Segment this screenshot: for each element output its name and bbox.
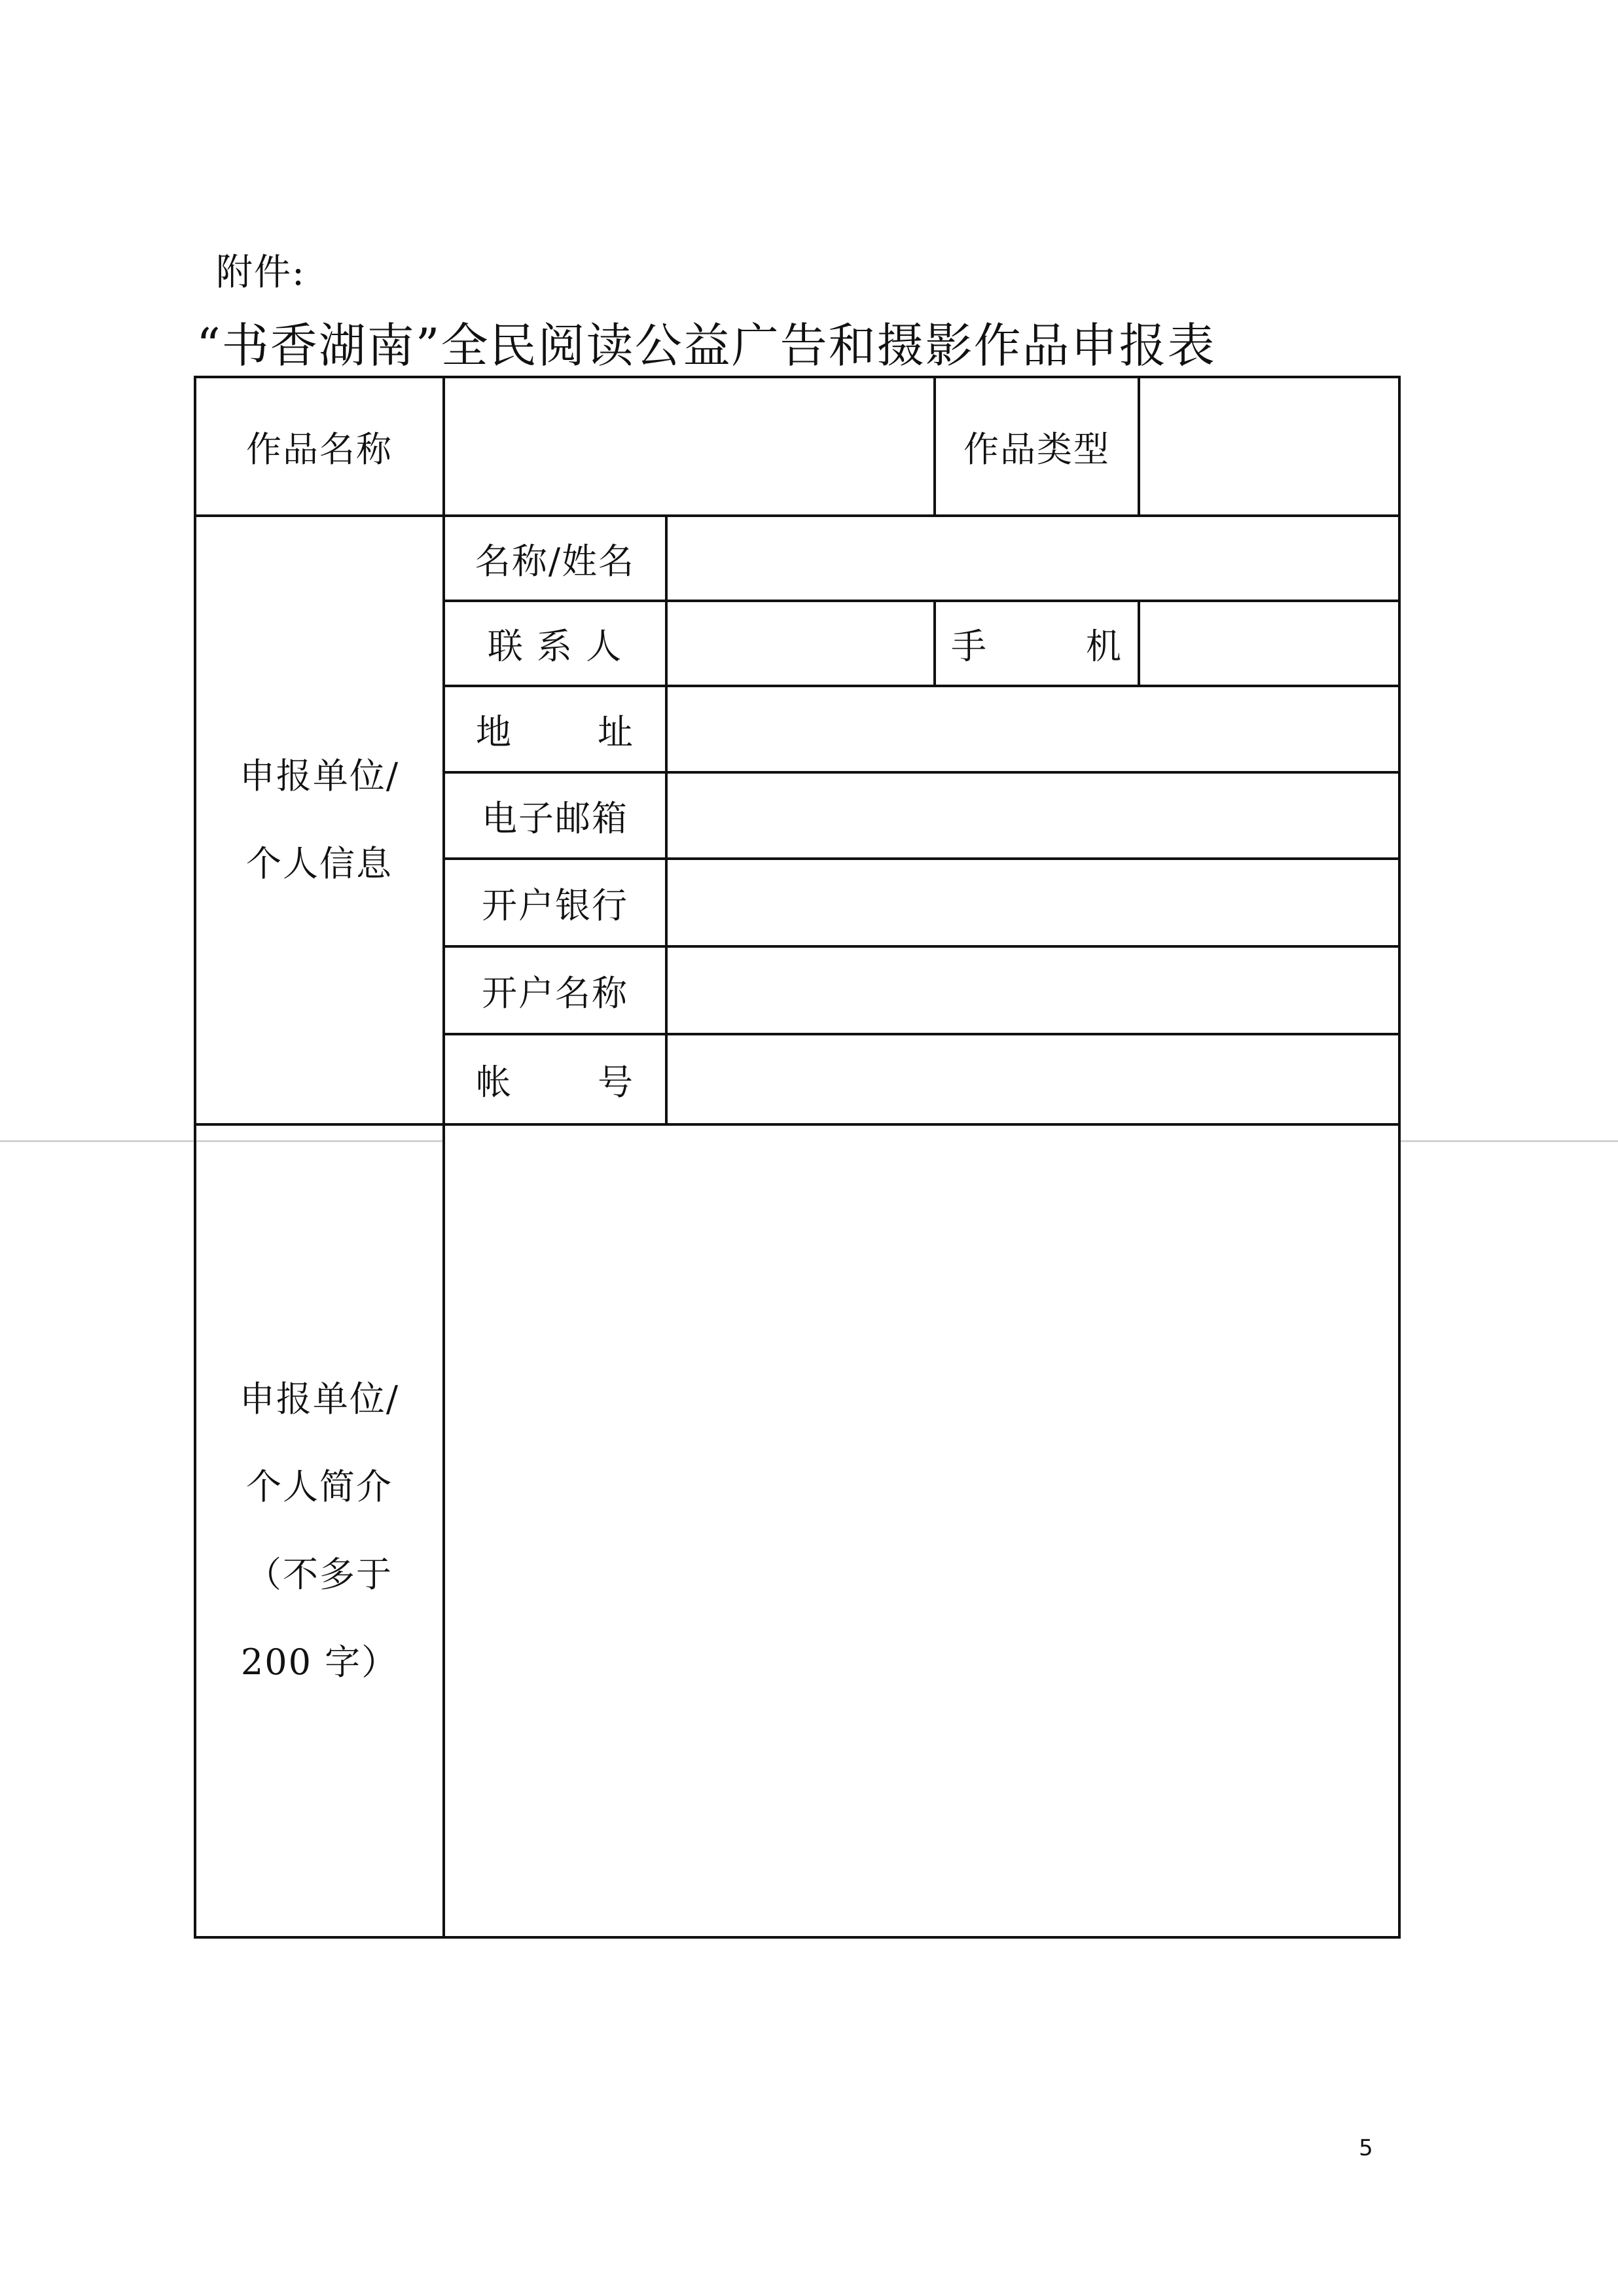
work-row bbox=[195, 377, 1399, 516]
account-name-label: 开户名称 bbox=[444, 946, 666, 1034]
work-type-label: 作品类型 bbox=[935, 377, 1139, 516]
name-field[interactable] bbox=[666, 516, 1399, 601]
address-label-char2: 址 bbox=[598, 711, 634, 753]
contact-person-field[interactable] bbox=[666, 601, 935, 686]
bank-label: 开户银行 bbox=[444, 859, 666, 946]
mobile-label-char1: 手 bbox=[951, 625, 988, 667]
address-label-char1: 地 bbox=[476, 711, 512, 753]
work-type-field[interactable] bbox=[1139, 377, 1399, 516]
applicant-intro-label-line4: 200 字） bbox=[240, 1641, 399, 1683]
mobile-field[interactable] bbox=[1139, 601, 1399, 686]
contact-person-label: 联 系 人 bbox=[444, 601, 666, 686]
account-number-field[interactable] bbox=[666, 1034, 1399, 1124]
page-number: 5 bbox=[1359, 2135, 1373, 2161]
email-label: 电子邮箱 bbox=[444, 772, 666, 859]
work-name-label: 作品名称 bbox=[195, 377, 444, 516]
applicant-intro-label-line2: 个人简介 bbox=[246, 1466, 393, 1507]
account-name-field[interactable] bbox=[666, 946, 1399, 1034]
applicant-intro-label-line1: 申报单位/ bbox=[239, 1378, 400, 1420]
address-label bbox=[444, 686, 666, 772]
account-number-label-char1: 帐 bbox=[476, 1061, 512, 1103]
applicant-intro-label-line3: （不多于 bbox=[246, 1554, 393, 1595]
account-number-label-char2: 号 bbox=[598, 1061, 634, 1103]
applicant-info-label-line2: 个人信息 bbox=[246, 843, 393, 884]
form-title: “书香湖南”全民阅读公益广告和摄影作品申报表 bbox=[196, 318, 1216, 373]
address-field[interactable] bbox=[666, 686, 1399, 772]
applicant-intro-label bbox=[195, 1124, 444, 1937]
name-label: 名称/姓名 bbox=[444, 516, 666, 601]
applicant-info-label-line1: 申报单位/ bbox=[239, 755, 400, 797]
applicant-intro-field[interactable] bbox=[444, 1124, 1399, 1937]
name-row bbox=[195, 516, 1399, 601]
mobile-label-char2: 机 bbox=[1086, 625, 1123, 667]
application-form bbox=[194, 376, 1401, 1939]
email-field[interactable] bbox=[666, 772, 1399, 859]
bank-field[interactable] bbox=[666, 859, 1399, 946]
account-number-label bbox=[444, 1034, 666, 1124]
mobile-label bbox=[935, 601, 1139, 686]
intro-row bbox=[195, 1124, 1399, 1937]
work-name-field[interactable] bbox=[444, 377, 935, 516]
attachment-label: 附件: bbox=[216, 251, 306, 294]
applicant-info-label bbox=[195, 516, 444, 1124]
